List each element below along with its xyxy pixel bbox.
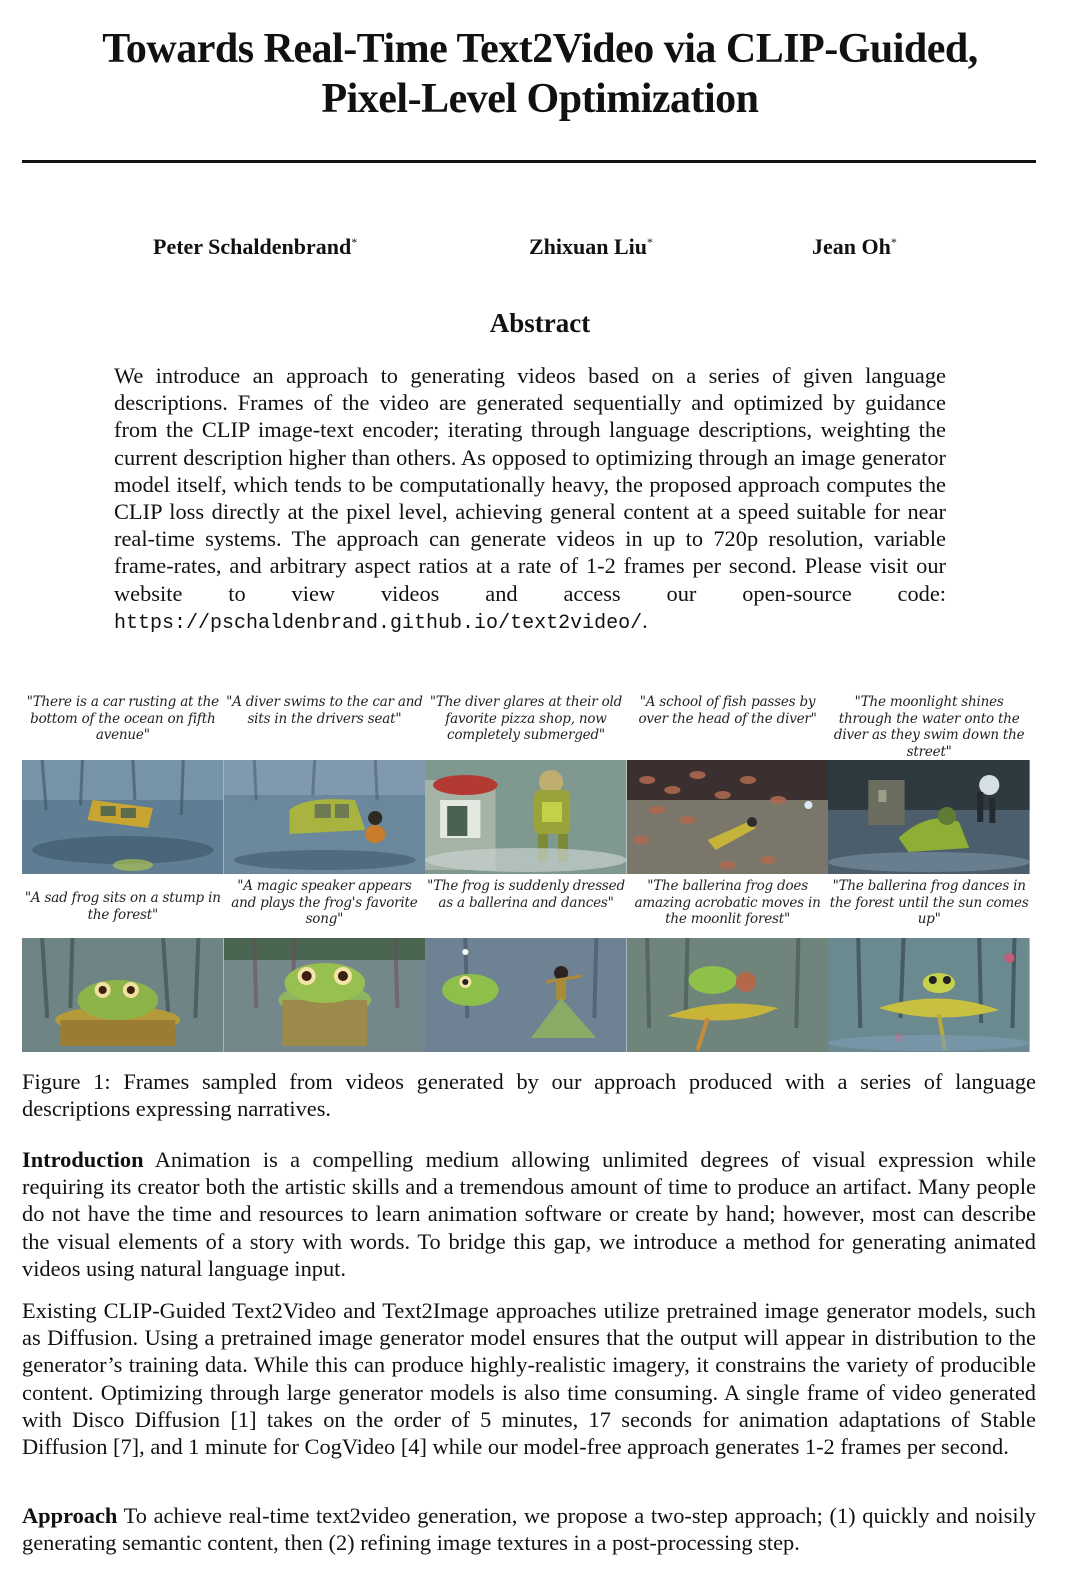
affiliation-mark: * [890, 235, 897, 249]
title-line-1: Towards Real-Time Text2Video via CLIP-Guided, [102, 26, 978, 72]
title-rule [22, 160, 1036, 163]
frame-caption: "There is a car rusting at the bottom of the ocean on fifth avenue" [26, 694, 219, 743]
introduction-heading: Introduction [22, 1147, 144, 1172]
author-name: Zhixuan Liu [529, 234, 648, 259]
approach-text: To achieve real-time text2video generation, we propose a two-step approach; (1) quickly and noisily generating semantic content, then (2) refining image textures in a post-processing step. [22, 1503, 1036, 1556]
affiliation-mark: * [647, 235, 654, 249]
figure-row-diver [22, 694, 1030, 874]
frame-caption: "A school of fish passes by over the head of the diver" [638, 694, 817, 727]
frame-image-frog-acrobatics [627, 938, 829, 1052]
abstract-period: . [642, 607, 648, 633]
approach-heading: Approach [22, 1503, 118, 1528]
frame-caption: "A diver swims to the car and sits in the drivers seat" [226, 694, 423, 727]
frame-caption: "A sad frog sits on a stump in the forest" [24, 890, 221, 923]
approach-paragraph [22, 1502, 1036, 1556]
author-3 [812, 234, 897, 260]
figure-caption: Figure 1: Frames sampled from videos generated by our approach produced with a series of language descriptions expressing narratives. [22, 1069, 1036, 1121]
frame-caption: "A magic speaker appears and plays the frog's favorite song" [231, 878, 418, 927]
author-2 [529, 234, 653, 260]
figure-row-frog [22, 878, 1030, 1052]
frame-image-frog-ballerina [425, 938, 627, 1052]
frame-image-moonlit-diver [828, 760, 1030, 874]
frame-image-pizza-shop [425, 760, 627, 874]
frame-image-frog-dancing [828, 938, 1030, 1052]
frame-image-underwater-car [22, 760, 224, 874]
frame-caption: "The diver glares at their old favorite pizza shop, now completely submerged" [429, 694, 623, 743]
author-name: Jean Oh [812, 234, 891, 259]
frame-caption: "The frog is suddenly dressed as a ballerina and dances" [427, 878, 625, 911]
frame-caption: "The ballerina frog dances in the forest until the sun comes up" [829, 878, 1029, 927]
author-1 [153, 234, 357, 260]
frame-caption: "The ballerina frog does amazing acrobatic moves in the moonlit forest" [634, 878, 821, 927]
frame-image-frog-speaker [224, 938, 426, 1052]
existing-methods-text: Existing CLIP-Guided Text2Video and Text2Image approaches utilize pretrained image generator models, such as Diffusion. Using a pretrained image generator model ensures that the output will appear in distribution to the generator’s training data. While this can produce highly-realistic imagery, it constrains the variety of producible content. Optimizing through large generator models is also time consuming. A single frame of video generated with Disco Diffusion [1] takes on the order of 5 minutes, 17 seconds for animation adaptations of Stable Diffusion [7], and 1 minute for CogVideo [4] while our model-free approach generates 1-2 frames per second. [22, 1298, 1036, 1460]
title-line-2: Pixel-Level Optimization [321, 76, 759, 122]
abstract-heading: Abstract [489, 308, 591, 338]
abstract-text: We introduce an approach to generating videos based on a series of given language descriptions. Frames of the video are generated sequentially and optimized by guidance from the CLIP image-text encoder; iterating through language descriptions, weighting the current description higher than others. As opposed to optimizing through an image generator model itself, which tends to be computationally heavy, the proposed approach computes the CLIP loss directly at the pixel level, achieving general content at a speed suitable for near real-time systems. The approach can generate videos in up to 720p resolution, variable frame-rates, and arbitrary aspect ratios at a rate of 1-2 frames per second. Please visit our website to view videos and access our open-source code: [114, 363, 946, 606]
introduction-text: Animation is a compelling medium allowing unlimited degrees of visual expression while requiring its creator both the artistic skills and a tremendous amount of time to produce an artifact. Many people do not have the time and resources to learn animation software or create by hand; however, most can describe the visual elements of a story with words. To bridge this gap, we introduce a method for generating animated videos using natural language input. [22, 1147, 1036, 1281]
introduction-paragraph [22, 1146, 1036, 1282]
frame-caption: "The moonlight shines through the water onto the diver as they swim down the street" [833, 694, 1025, 760]
frame-image-diver-at-car [224, 760, 426, 874]
frame-image-fish-school [627, 760, 829, 874]
paper-title [0, 24, 1080, 124]
affiliation-mark: * [351, 235, 358, 249]
project-url-link[interactable]: https://pschaldenbrand.github.io/text2video/ [114, 611, 643, 635]
frame-image-frog-stump [22, 938, 224, 1052]
existing-methods-paragraph [22, 1297, 1036, 1460]
author-list [0, 234, 1080, 264]
author-name: Peter Schaldenbrand [153, 234, 352, 259]
abstract-body [114, 362, 946, 637]
